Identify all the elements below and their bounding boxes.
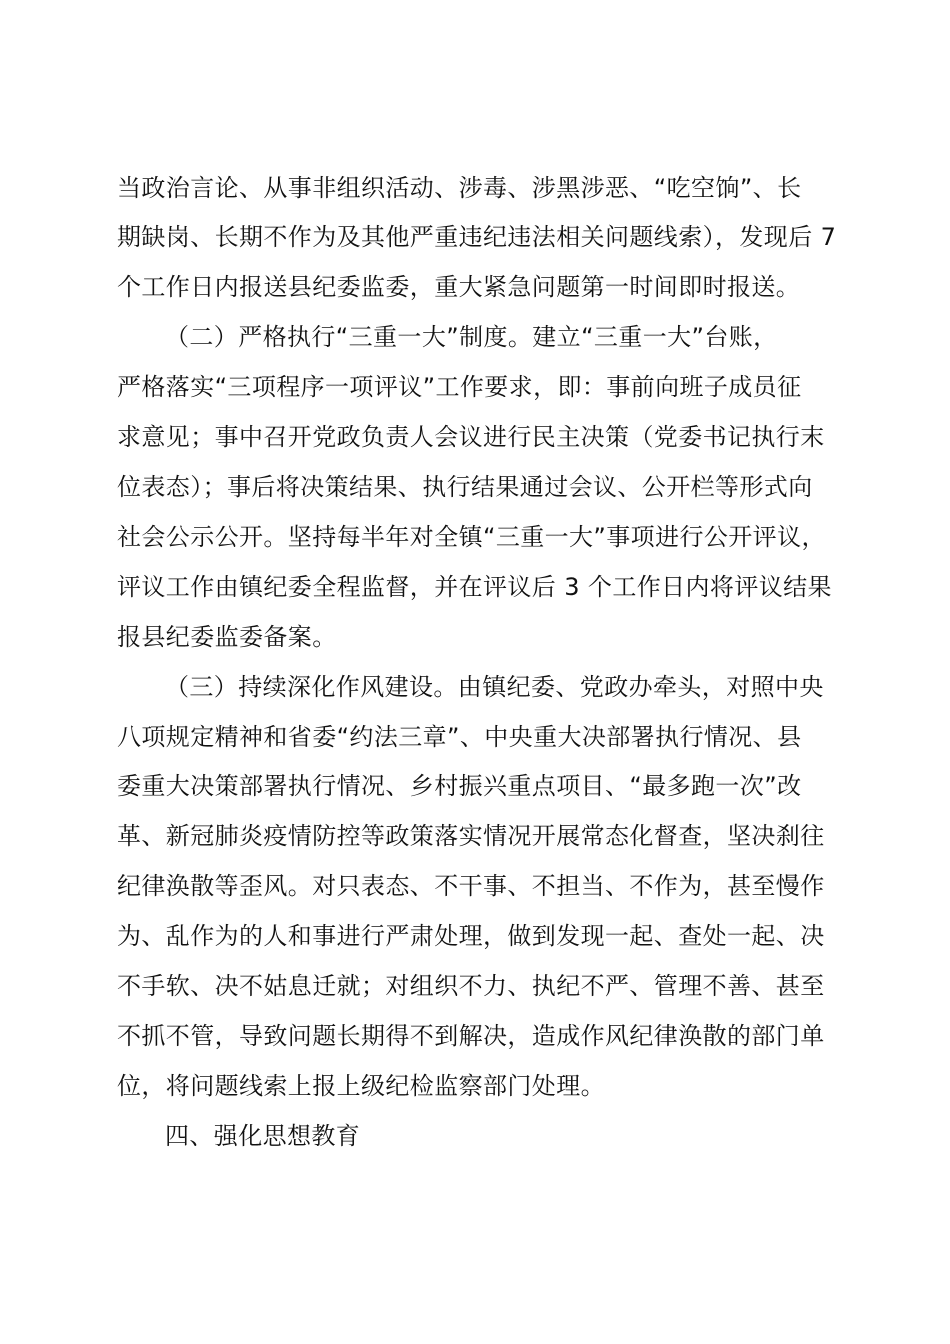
paragraph-line: 社会公示公开。坚持每半年对全镇“三重一大”事项进行公开评议， [117,523,826,551]
paragraph-line: 位表态）；事后将决策结果、执行结果通过会议、公开栏等形式向 [117,473,813,501]
paragraph-line: 求意见；事中召开党政负责人会议进行民主决策（党委书记执行末 [117,423,825,451]
paragraph-line: 位，将问题线索上报上级纪检监察部门处理。 [117,1072,605,1100]
paragraph-line: 革、新冠肺炎疫情防控等政策落实情况开展常态化督查，坚决刹往 [117,822,825,850]
paragraph-line: 委重大决策部署执行情况、乡村振兴重点项目、“最多跑一次”改 [117,772,802,800]
paragraph-line: 当政治言论、从事非组织活动、涉毒、涉黑涉恶、“吃空饷”、长 [117,174,802,202]
section-heading: 四、强化思想教育 [165,1122,361,1150]
paragraph-line: （三）持续深化作风建设。由镇纪委、党政办牵头，对照中央 [165,673,824,701]
paragraph-line: 评议工作由镇纪委全程监督，并在评议后 3 个工作日内将评议结果 [117,573,832,601]
paragraph-line: 为、乱作为的人和事进行严肃处理，做到发现一起、查处一起、决 [117,922,825,950]
paragraph-line: 不手软、决不姑息迁就；对组织不力、执纪不严、管理不善、甚至 [117,972,825,1000]
paragraph-line: 不抓不管，导致问题长期得不到解决，造成作风纪律涣散的部门单 [117,1022,825,1050]
paragraph-line: 八项规定精神和省委“约法三章”、中央重大决部署执行情况、县 [117,723,802,751]
paragraph-line: 纪律涣散等歪风。对只表态、不干事、不担当、不作为，甚至慢作 [117,872,825,900]
paragraph-line: （二）严格执行“三重一大”制度。建立“三重一大”台账， [165,323,778,351]
paragraph-line: 个工作日内报送县纪委监委，重大紧急问题第一时间即时报送。 [117,273,801,301]
paragraph-line: 严格落实“三项程序一项评议”工作要求，即：事前向班子成员征 [117,373,802,401]
paragraph-line: 期缺岗、长期不作为及其他严重违纪违法相关问题线索），发现后 7 [117,223,837,251]
paragraph-line: 报县纪委监委备案。 [117,623,337,651]
